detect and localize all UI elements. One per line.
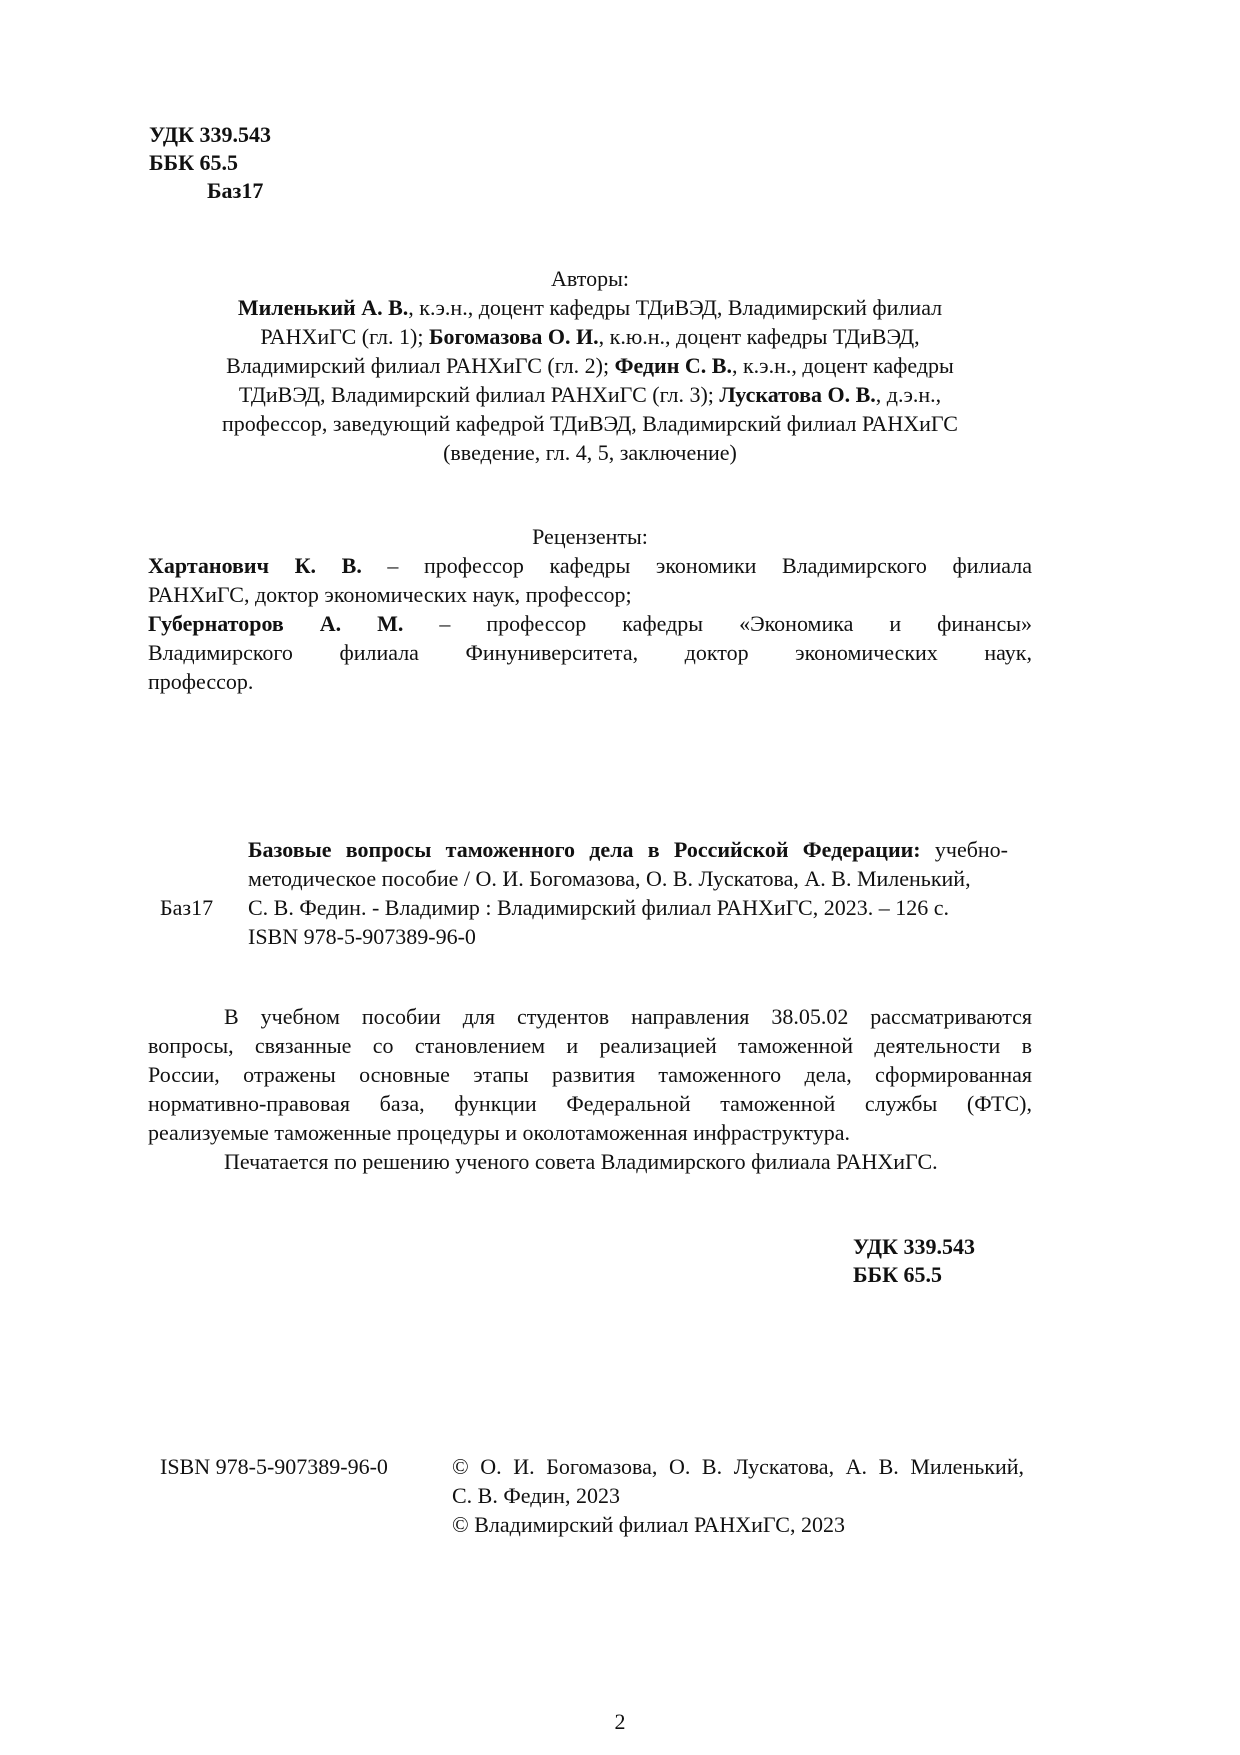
biblio-line-1: Базовые вопросы таможенного дела в Российской Федерации: учебно- <box>248 837 1008 862</box>
authors-heading: Авторы: <box>551 266 629 291</box>
authors-line-3: Владимирский филиал РАНХиГС (гл. 2); Федин С. В., к.э.н., доцент кафедры <box>226 353 954 378</box>
classification-block-bottom <box>853 1232 975 1288</box>
copyright-line-3: © Владимирский филиал РАНХиГС, 2023 <box>452 1512 845 1537</box>
reviewer-1-line-2: РАНХиГС, доктор экономических наук, профессор; <box>148 582 632 607</box>
author-sign: Баз17 <box>207 178 264 203</box>
publication-approval: Печатается по решению ученого совета Владимирского филиала РАНХиГС. <box>224 1149 938 1174</box>
reviewers-heading: Рецензенты: <box>532 524 648 549</box>
isbn: ISBN 978-5-907389-96-0 <box>160 1454 388 1479</box>
udk-code: УДК 339.543 <box>149 122 272 147</box>
reviewers-section <box>148 522 1032 696</box>
page-number: 2 <box>614 1709 626 1734</box>
author-name: Федин С. В. <box>614 353 732 378</box>
reviewer-name: Губернаторов А. М. <box>148 611 404 636</box>
authors-line-1: Миленький А. В., к.э.н., доцент кафедры ТДиВЭД, Владимирский филиал <box>237 295 943 320</box>
authors-line-4: ТДиВЭД, Владимирский филиал РАНХиГС (гл. 3); Лускатова О. В., д.э.н., <box>238 382 942 407</box>
authors-line-5: профессор, заведующий кафедрой ТДиВЭД, Владимирский филиал РАНХиГС <box>222 411 958 436</box>
authors-section <box>150 264 1030 467</box>
abstract-line-4: нормативно-правовая база, функции Федеральной таможенной службы (ФТС), <box>148 1091 1032 1116</box>
abstract-line-1: В учебном пособии для студентов направления 38.05.02 рассматриваются <box>224 1004 1032 1029</box>
bibliographic-record <box>248 835 1008 951</box>
copyright-line-1: © О. И. Богомазова, О. В. Лускатова, А. В. Миленький, <box>452 1454 1024 1479</box>
reviewer-name: Хартанович К. В. <box>148 553 362 578</box>
bbk-code: ББК 65.5 <box>149 150 239 175</box>
reviewer-2-line-2: Владимирского филиала Финуниверситета, доктор экономических наук, <box>148 640 1032 665</box>
author-name: Богомазова О. И. <box>428 324 599 349</box>
reviewer-2-line-1: Губернаторов А. М. – профессор кафедры «Экономика и финансы» <box>148 611 1032 636</box>
biblio-line-4: ISBN 978-5-907389-96-0 <box>248 924 476 949</box>
biblio-line-2: методическое пособие / О. И. Богомазова, О. В. Лускатова, А. В. Миленький, <box>248 866 971 891</box>
author-name: Лускатова О. В. <box>719 382 876 407</box>
biblio-line-3: С. В. Федин. - Владимир : Владимирский филиал РАНХиГС, 2023. – 126 с. <box>248 895 949 920</box>
abstract-line-2: вопросы, связанные со становлением и реализацией таможенной деятельности в <box>148 1033 1032 1058</box>
copyright-line-2: С. В. Федин, 2023 <box>452 1483 620 1508</box>
abstract-line-3: России, отражены основные этапы развития таможенного дела, сформированная <box>148 1062 1032 1087</box>
reviewer-1-line-1: Хартанович К. В. – профессор кафедры экономики Владимирского филиала <box>148 553 1032 578</box>
bbk-code: ББК 65.5 <box>853 1262 943 1287</box>
reviewer-2-line-3: профессор. <box>148 669 254 694</box>
book-title: Базовые вопросы таможенного дела в Российской Федерации: <box>248 837 921 862</box>
authors-line-2: РАНХиГС (гл. 1); Богомазова О. И., к.ю.н., доцент кафедры ТДиВЭД, <box>260 324 920 349</box>
authors-line-6: (введение, гл. 4, 5, заключение) <box>443 440 737 465</box>
biblio-author-sign: Баз17 <box>160 895 214 920</box>
classification-block-top <box>149 120 271 204</box>
abstract-line-5: реализуемые таможенные процедуры и околотаможенная инфраструктура. <box>148 1120 850 1145</box>
abstract-section <box>148 1002 1032 1176</box>
copyright-block <box>452 1452 1024 1539</box>
udk-code: УДК 339.543 <box>853 1234 976 1259</box>
author-name: Миленький А. В. <box>237 295 409 320</box>
